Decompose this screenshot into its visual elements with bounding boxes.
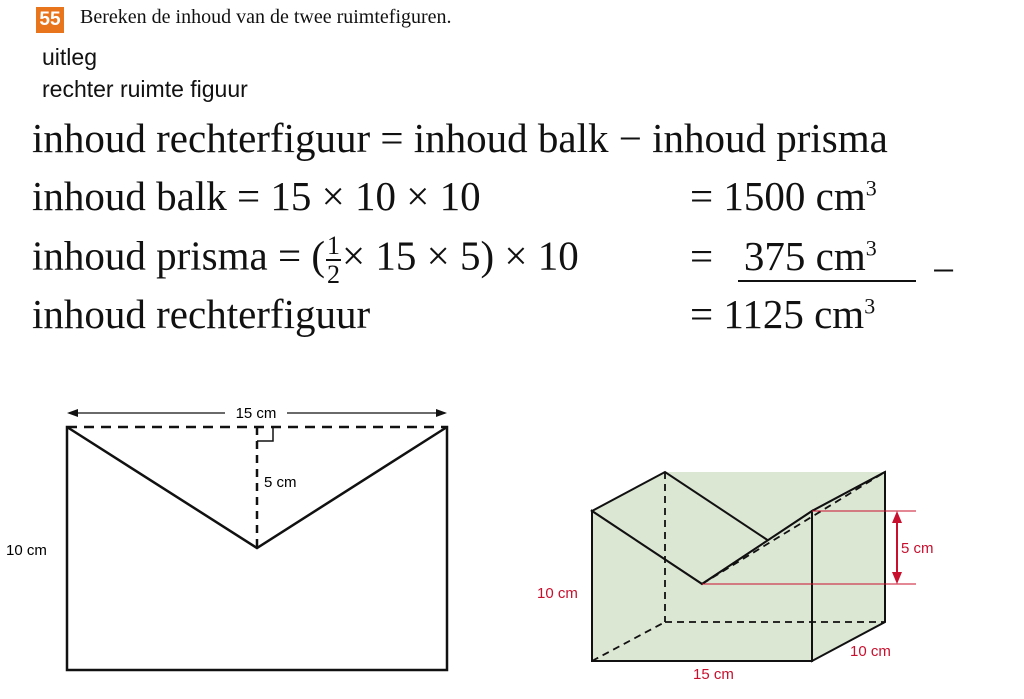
notch-label: 5 cm bbox=[901, 540, 934, 557]
exponent: 3 bbox=[865, 235, 877, 261]
equation-line-2-left: inhoud balk = 15 × 10 × 10 bbox=[32, 173, 481, 219]
arrow-right-icon bbox=[436, 409, 447, 417]
minus-sign: − bbox=[932, 247, 956, 293]
prisma-label: inhoud prisma = ( bbox=[32, 232, 326, 279]
width-label: 15 cm bbox=[235, 405, 277, 422]
arrow-down-icon bbox=[892, 572, 902, 584]
equation-line-4-left: inhoud rechterfiguur bbox=[32, 291, 371, 337]
arrow-up-icon bbox=[892, 511, 902, 523]
solid-height-label: 10 cm bbox=[537, 585, 578, 602]
depth-label: 5 cm bbox=[264, 474, 297, 491]
prisma-rest: × 15 × 5) × 10 bbox=[342, 232, 579, 279]
fraction-denominator: 2 bbox=[327, 260, 341, 290]
arrow-left-icon bbox=[67, 409, 78, 417]
exponent: 3 bbox=[864, 293, 876, 319]
result-value: = 1125 cm bbox=[690, 291, 865, 337]
height-label: 10 cm bbox=[6, 542, 47, 559]
fraction-numerator: 1 bbox=[327, 231, 341, 260]
exercise-number-badge: 55 bbox=[36, 7, 64, 33]
result-value: = 375 cm bbox=[690, 233, 866, 279]
result-value: = 1500 cm bbox=[690, 173, 866, 219]
equation-line-1: inhoud rechterfiguur = inhoud balk − inhoud prisma bbox=[32, 115, 888, 161]
solid-width-label: 15 cm bbox=[693, 666, 734, 683]
solid-depth-label: 10 cm bbox=[850, 643, 891, 660]
note-right-figure: rechter ruimte figuur bbox=[42, 76, 248, 102]
note-explanation: uitleg bbox=[42, 44, 97, 70]
right-angle-mark bbox=[257, 427, 273, 441]
solid-diagram bbox=[537, 472, 934, 683]
question-text: Bereken de inhoud van de twee ruimtefiguren. bbox=[80, 6, 452, 28]
front-view-diagram bbox=[6, 404, 447, 670]
exponent: 3 bbox=[865, 175, 877, 201]
